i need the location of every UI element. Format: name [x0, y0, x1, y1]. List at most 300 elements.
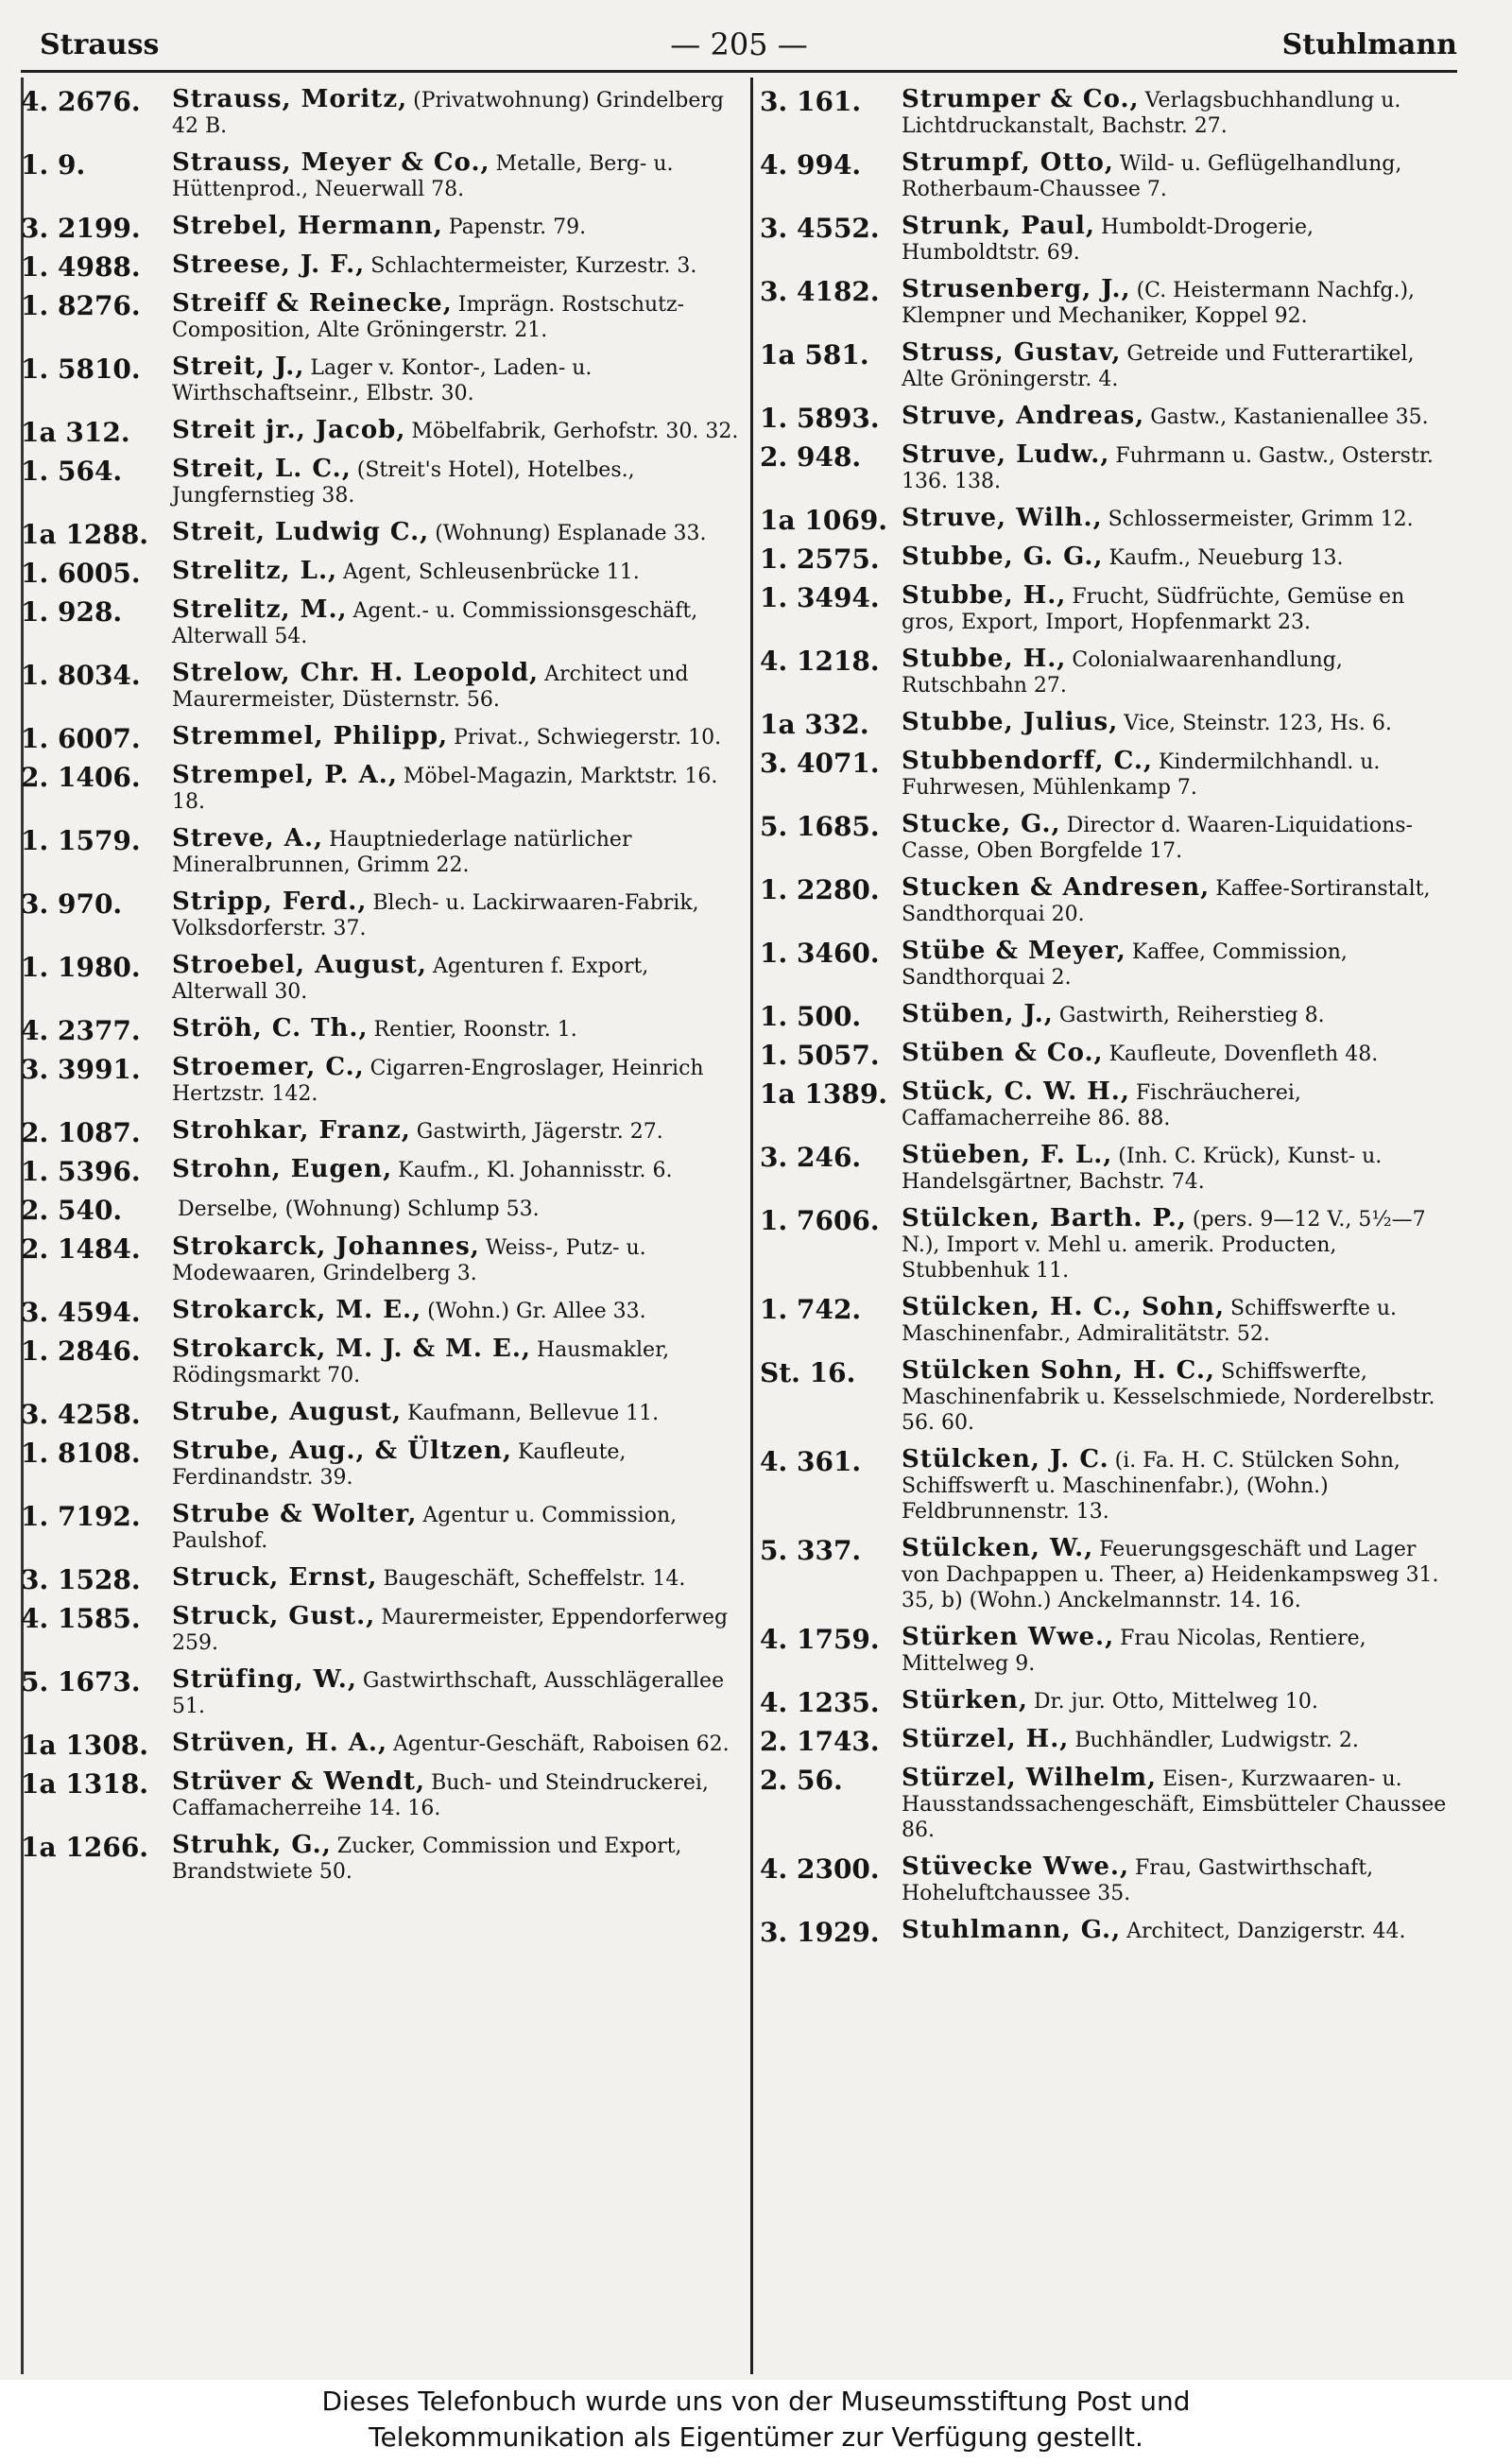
subscriber-details: Agent, Schleusenbrücke 11. [343, 560, 640, 584]
page-header [21, 21, 1457, 73]
phone-number: 3. 4071. [760, 748, 880, 779]
subscriber-name: Stremmel, Philipp, [172, 722, 449, 750]
subscriber-name: Stüben, J., [902, 1000, 1054, 1028]
entry-body [902, 277, 1457, 329]
phone-number: 3. 970. [21, 888, 123, 920]
directory-entry [760, 1358, 1457, 1436]
subscriber-details: Zucker, Commission und Export, Brandstwiete 50. [172, 1835, 682, 1884]
directory-entry [21, 1336, 739, 1388]
phone-number: 4. 2676. [21, 86, 141, 117]
subscriber-details: Fuhrmann u. Gastw., Osterstr. 136. 138. [902, 444, 1434, 493]
subscriber-name: Streit, J., [172, 353, 305, 381]
subscriber-name: Streve, A., [172, 824, 324, 853]
subscriber-details: Kaffee-Sortiranstalt, Sandthorquai 20. [902, 877, 1431, 926]
entry-body [902, 1854, 1457, 1906]
entry-body [902, 544, 1457, 572]
subscriber-name: Streese, J. F., [172, 250, 366, 279]
phone-number: 2. 948. [760, 441, 862, 473]
subscriber-details: Blech- u. Lackirwaaren-Fabrik, Volksdorferstr. 37. [172, 891, 699, 940]
phone-number: 1. 928. [21, 596, 123, 628]
phone-number: 4. 1235. [760, 1687, 880, 1718]
entry-body [172, 1234, 739, 1286]
directory-entry [760, 442, 1457, 494]
entry-body [172, 1604, 739, 1656]
entry-body [172, 724, 739, 751]
column-divider [750, 78, 753, 2374]
phone-number: 2. 1087. [21, 1117, 141, 1148]
subscriber-details: Kaufleute, Dovenfleth 48. [1108, 1042, 1379, 1066]
subscriber-name: Struve, Ludw., [902, 440, 1110, 469]
entry-body [902, 214, 1457, 266]
directory-entry [21, 1667, 739, 1719]
subscriber-details: Gastwirthschaft, Ausschlägerallee 51. [172, 1669, 725, 1718]
subscriber-details: Weiss-, Putz- u. Modewaaren, Grindelberg 3. [172, 1236, 646, 1285]
directory-entry [760, 1295, 1457, 1347]
subscriber-name: Streit jr., Jacob, [172, 416, 406, 444]
subscriber-details: (C. Heistermann Nachfg.), Klempner und Mechaniker, Koppel 92. [902, 279, 1416, 328]
entry-body [172, 87, 739, 139]
phone-number: 4. 1218. [760, 646, 880, 677]
directory-entry [21, 212, 739, 244]
subscriber-name: Stucken & Andresen, [902, 873, 1211, 902]
subscriber-details: Gastwirth, Jägerstr. 27. [416, 1120, 663, 1144]
directory-entry [21, 661, 739, 713]
entry-body [902, 340, 1457, 392]
subscriber-name: Strokarck, Johannes, [172, 1232, 480, 1261]
entry-body [172, 661, 739, 713]
directory-entry [21, 291, 739, 343]
entry-body [172, 1118, 739, 1146]
subscriber-name: Streiff & Reinecke, [172, 289, 453, 318]
directory-entry [760, 812, 1457, 864]
entry-body [902, 646, 1457, 698]
subscriber-details: Hauptniederlage natürlicher Mineralbrunnen, Grimm 22. [172, 828, 632, 877]
subscriber-name: Strube & Wolter, [172, 1500, 418, 1528]
subscriber-details: Kaffee, Commission, Sandthorquai 2. [902, 940, 1348, 990]
entry-body [172, 559, 739, 586]
footer-notice [0, 2380, 1512, 2464]
left-column [21, 87, 739, 1896]
directory-entry [21, 763, 739, 815]
directory-entry [21, 1729, 739, 1761]
subscriber-name: Stuhlmann, G., [902, 1916, 1122, 1944]
subscriber-name: Stüvecke Wwe., [902, 1852, 1130, 1881]
directory-entry [760, 277, 1457, 329]
phone-number: 4. 1759. [760, 1624, 880, 1655]
subscriber-details: Agentur-Geschäft, Raboisen 62. [393, 1732, 730, 1756]
subscriber-name: Strüfing, W., [172, 1665, 357, 1694]
phone-number: 2. 1406. [21, 762, 141, 793]
subscriber-name: Stripp, Ferd., [172, 887, 368, 916]
directory-entry [21, 1195, 739, 1226]
header-first-name: Strauss [40, 28, 160, 61]
phone-number: 5. 1673. [21, 1666, 141, 1697]
subscriber-name: Strauss, Moritz, [172, 85, 408, 113]
phone-number: 1. 7606. [760, 1205, 880, 1236]
phone-number: 1. 3494. [760, 582, 880, 613]
phone-number: 1. 6005. [21, 558, 141, 589]
subscriber-details: (Privatwohnung) Grindelberg 42 B. [172, 89, 725, 138]
entry-body [902, 1295, 1457, 1347]
subscriber-details: Vice, Steinstr. 123, Hs. 6. [1124, 712, 1392, 735]
entry-body [902, 1688, 1457, 1715]
subscriber-details: Feuerungsgeschäft und Lager von Dachpappen u. Theer, a) Heidenkampsweg 31. 35, b) (Wohn.) Anckelmannstr. 14. 16. [902, 1538, 1439, 1612]
directory-entry [760, 1039, 1457, 1071]
entry-body [902, 1766, 1457, 1843]
entry-body [172, 252, 739, 280]
subscriber-name: Stülcken Sohn, H. C., [902, 1356, 1215, 1385]
directory-entry [21, 1502, 739, 1554]
phone-number: 1. 742. [760, 1294, 862, 1325]
subscriber-name: Struve, Andreas, [902, 402, 1145, 430]
phone-number: 1. 5396. [21, 1156, 141, 1187]
phone-number: 3. 246. [760, 1142, 862, 1173]
directory-entry [21, 150, 739, 202]
subscriber-name: Stubbe, G. G., [902, 543, 1104, 571]
phone-number: 5. 1685. [760, 811, 880, 842]
entry-body [902, 1041, 1457, 1068]
subscriber-details: Gastwirth, Reiherstieg 8. [1058, 1004, 1325, 1027]
entry-body [172, 520, 739, 547]
directory-entry [21, 1398, 739, 1430]
entry-body [902, 1002, 1457, 1029]
entry-body [902, 1079, 1457, 1131]
footer-line-2: Telekommunikation als Eigentümer zur Verfügung gestellt. [369, 2421, 1143, 2453]
subscriber-details: Fischräucherei, Caffamacherreihe 86. 88. [902, 1081, 1301, 1130]
page-number: — 205 — [670, 26, 808, 62]
directory-entry [21, 953, 739, 1005]
phone-number: 3. 3991. [21, 1054, 141, 1085]
phone-number: 3. 2199. [21, 213, 141, 244]
subscriber-details: Kaufm., Neueburg 13. [1108, 546, 1344, 570]
subscriber-name: Stucke, G., [902, 810, 1061, 838]
subscriber-name: Stülcken, W., [902, 1534, 1094, 1562]
subscriber-details: Maurermeister, Eppendorferweg 259. [172, 1606, 729, 1655]
entry-body [172, 457, 739, 508]
phone-number: 1a 1288. [21, 519, 149, 550]
phone-number: 4. 1585. [21, 1603, 141, 1634]
subscriber-details: Frucht, Südfrüchte, Gemüse en gros, Export, Import, Hopfenmarkt 23. [902, 585, 1405, 634]
directory-entry [21, 354, 739, 406]
subscriber-name: Streit, L. C., [172, 455, 352, 483]
directory-page [21, 21, 1457, 2374]
entry-body [902, 1727, 1457, 1754]
subscriber-details: Kaufm., Kl. Johannisstr. 6. [398, 1159, 673, 1182]
subscriber-name: Struss, Gustav, [902, 338, 1122, 367]
subscriber-details: Schlachtermeister, Kurzestr. 3. [370, 254, 697, 278]
subscriber-details: Director d. Waaren-Liquidations-Casse, Oben Borgfelde 17. [902, 814, 1413, 863]
subscriber-name: Strunk, Paul, [902, 212, 1095, 240]
entry-body [172, 597, 739, 649]
subscriber-details: Schiffswerfte u. Maschinenfabr., Admiralitätstr. 52. [902, 1297, 1398, 1346]
subscriber-details: Wild- u. Geflügelhandlung, Rotherbaum-Chaussee 7. [902, 152, 1402, 201]
subscriber-name: Strüven, H. A., [172, 1729, 387, 1757]
entry-body [902, 1143, 1457, 1195]
entry-body [902, 749, 1457, 801]
subscriber-name: Stürzel, H., [902, 1725, 1070, 1753]
entry-body [172, 1833, 739, 1885]
phone-number: 1. 1579. [21, 825, 141, 856]
directory-entry [760, 340, 1457, 392]
phone-number: 3. 4182. [760, 276, 880, 307]
subscriber-name: Strauss, Meyer & Co., [172, 148, 490, 177]
subscriber-name: Stroemer, C., [172, 1053, 365, 1081]
subscriber-name: Streit, Ludwig C., [172, 518, 430, 546]
entry-body [902, 1206, 1457, 1284]
directory-entry [760, 1536, 1457, 1613]
subscriber-name: Stülcken, J. C. [902, 1445, 1109, 1473]
phone-number: 1. 500. [760, 1001, 862, 1032]
directory-entry [760, 583, 1457, 635]
phone-number: 1. 3460. [760, 938, 880, 969]
entry-body [172, 354, 739, 406]
subscriber-details: (Streit's Hotel), Hotelbes., Jungfernstieg 38. [172, 458, 635, 508]
subscriber-details: Möbel-Magazin, Marktstr. 16. 18. [172, 765, 718, 814]
subscriber-details: Frau Nicolas, Rentiere, Mittelweg 9. [902, 1627, 1366, 1676]
directory-entry [760, 1916, 1457, 1948]
directory-entry [21, 1565, 739, 1593]
entry-body [172, 150, 739, 202]
subscriber-name: Stürken, [902, 1686, 1028, 1714]
phone-number: 3. 161. [760, 86, 862, 117]
subscriber-details: Verlagsbuchhandlung u. Lichtdruckanstalt, Bachstr. 27. [902, 89, 1401, 138]
phone-number: 4. 361. [760, 1446, 862, 1477]
directory-entry [21, 1296, 739, 1328]
entry-body [902, 506, 1457, 533]
subscriber-name: Strokarck, M. J. & M. E., [172, 1335, 531, 1363]
subscriber-name: Stubbe, H., [902, 581, 1067, 610]
entry-body [172, 291, 739, 343]
directory-entry [760, 1766, 1457, 1843]
directory-entry [21, 87, 739, 139]
directory-entry [760, 543, 1457, 575]
phone-number: 1a 1069. [760, 505, 888, 536]
subscriber-details: Colonialwaarenhandlung, Rutschbahn 27. [902, 648, 1343, 698]
directory-entry [21, 722, 739, 754]
subscriber-details: Kindermilchhandl. u. Fuhrwesen, Mühlenkamp 7. [902, 750, 1381, 800]
directory-entry [21, 889, 739, 941]
subscriber-name: Strebel, Hermann, [172, 212, 443, 240]
entry-body [902, 583, 1457, 635]
subscriber-details: Humboldt-Drogerie, Humboldtstr. 69. [902, 215, 1314, 265]
subscriber-name: Stübe & Meyer, [902, 937, 1126, 965]
phone-number: 1. 5893. [760, 403, 880, 434]
subscriber-details: Hausmakler, Rödingsmarkt 70. [172, 1338, 670, 1387]
entry-body [902, 404, 1457, 431]
entry-body [172, 1502, 739, 1554]
phone-number: 2. 1743. [760, 1726, 880, 1757]
subscriber-details: Eisen-, Kurzwaaren- u. Hausstandssachengeschäft, Eimsbütteler Chaussee 86. [902, 1767, 1447, 1842]
subscriber-name: Stubbe, H., [902, 645, 1067, 673]
subscriber-details: Imprägn. Rostschutz-Composition, Alte Gröningerstr. 21. [172, 293, 685, 342]
subscriber-details: Buchhändler, Ludwigstr. 2. [1074, 1729, 1359, 1752]
subscriber-details: Buch- und Steindruckerei, Caffamacherreihe 14. 16. [172, 1771, 709, 1820]
directory-entry [21, 250, 739, 283]
subscriber-details: Baugeschäft, Scheffelstr. 14. [383, 1567, 686, 1591]
phone-number: 1. 7192. [21, 1501, 141, 1532]
phone-number: 3. 1929. [760, 1917, 880, 1948]
phone-number: 1a 1389. [760, 1078, 888, 1110]
subscriber-details: (pers. 9—12 V., 5½—7 N.), Import v. Mehl u. amerik. Producten, Stubbenhuk 11. [902, 1208, 1426, 1283]
phone-number: 1. 1980. [21, 952, 141, 983]
directory-entry [21, 1604, 739, 1656]
phone-number: 3. 4552. [760, 213, 880, 244]
entry-body [902, 812, 1457, 864]
phone-number: 2. 540. [21, 1195, 123, 1226]
entry-body [172, 1769, 739, 1821]
directory-entry [760, 1143, 1457, 1195]
header-last-name: Stuhlmann [1281, 28, 1457, 61]
phone-number: 4. 994. [760, 149, 862, 181]
directory-entry [760, 1000, 1457, 1032]
phone-number: 3. 4258. [21, 1399, 141, 1430]
subscriber-name: Stubbendorff, C., [902, 747, 1153, 775]
entry-body [172, 1157, 739, 1184]
subscriber-name: Stürzel, Wilhelm, [902, 1764, 1158, 1792]
subscriber-details: Dr. jur. Otto, Mittelweg 10. [1033, 1690, 1318, 1714]
subscriber-details: Agenturen f. Export, Alterwall 30. [172, 955, 649, 1004]
phone-number: 1. 2575. [760, 543, 880, 575]
directory-entry [760, 1447, 1457, 1525]
directory-entry [760, 708, 1457, 740]
entry-body [172, 1565, 739, 1593]
directory-entry [760, 1725, 1457, 1757]
subscriber-name: Strelow, Chr. H. Leopold, [172, 659, 540, 687]
phone-number: 4. 2377. [21, 1015, 141, 1046]
phone-number: 1. 6007. [21, 723, 141, 754]
directory-entry [21, 1234, 739, 1286]
subscriber-name: Strempel, P. A., [172, 761, 398, 789]
directory-entry [21, 826, 739, 878]
subscriber-name: Struve, Wilh., [902, 504, 1103, 532]
phone-number: 1a 1266. [21, 1832, 149, 1863]
phone-number: 1a 332. [760, 709, 869, 740]
subscriber-details: Lager v. Kontor-, Laden- u. Wirthschaftseinr., Elbstr. 30. [172, 356, 593, 405]
entry-body [172, 418, 739, 445]
subscriber-details: Rentier, Roonstr. 1. [373, 1018, 577, 1042]
subscriber-details: Frau, Gastwirthschaft, Hoheluftchaussee 35. [902, 1856, 1374, 1905]
subscriber-name: Struck, Ernst, [172, 1563, 378, 1592]
phone-number: 1. 5810. [21, 353, 141, 385]
subscriber-name: Stroebel, August, [172, 951, 427, 979]
subscriber-name: Strohn, Eugen, [172, 1155, 393, 1183]
directory-entry [760, 504, 1457, 536]
subscriber-details: (Wohnung) Esplanade 33. [435, 522, 707, 545]
directory-entry [760, 939, 1457, 991]
directory-entry [760, 87, 1457, 139]
subscriber-details: Cigarren-Engroslager, Heinrich Hertzstr. 142. [172, 1057, 704, 1106]
subscriber-name: Struhk, G., [172, 1831, 332, 1859]
entry-body [902, 875, 1457, 927]
phone-number: 3. 4594. [21, 1297, 141, 1328]
subscriber-details: Derselbe, (Wohnung) Schlump 53. [178, 1198, 540, 1221]
phone-number: 5. 337. [760, 1535, 862, 1566]
directory-entry [760, 1854, 1457, 1906]
entry-body [172, 889, 739, 941]
subscriber-name: Stüben & Co., [902, 1039, 1104, 1067]
directory-entry [21, 1014, 739, 1046]
entry-body [902, 1536, 1457, 1613]
directory-entry [21, 518, 739, 550]
directory-entry [21, 1155, 739, 1187]
subscriber-name: Strelitz, L., [172, 557, 338, 585]
phone-number: 3. 1528. [21, 1564, 141, 1595]
subscriber-details: Getreide und Futterartikel, Alte Gröningerstr. 4. [902, 342, 1415, 391]
entry-body [902, 1625, 1457, 1677]
subscriber-name: Strohkar, Franz, [172, 1116, 411, 1145]
entry-body [902, 710, 1457, 737]
entry-body [902, 150, 1457, 202]
directory-entry [760, 1625, 1457, 1677]
entry-body [902, 1358, 1457, 1436]
directory-entry [760, 150, 1457, 202]
phone-number: 4. 2300. [760, 1853, 880, 1885]
subscriber-details: Architect, Danzigerstr. 44. [1126, 1920, 1406, 1943]
directory-entry [760, 875, 1457, 927]
entry-body [902, 442, 1457, 494]
subscriber-name: Strube, Aug., & Ültzen, [172, 1437, 512, 1465]
directory-entry [21, 1833, 739, 1885]
subscriber-details: Papenstr. 79. [448, 215, 587, 239]
subscriber-name: Strüver & Wendt, [172, 1767, 426, 1796]
subscriber-name: Strelitz, M., [172, 595, 348, 624]
entry-body [902, 1447, 1457, 1525]
phone-number: 2. 1484. [21, 1233, 141, 1265]
phone-number: 1. 564. [21, 456, 123, 487]
subscriber-details: Gastw., Kastanienallee 35. [1150, 405, 1429, 429]
subscriber-name: Strusenberg, J., [902, 275, 1131, 303]
entry-body [172, 1196, 739, 1223]
directory-entry [760, 646, 1457, 698]
entry-body [172, 1016, 739, 1043]
entry-body [172, 826, 739, 878]
directory-entry [760, 402, 1457, 434]
subscriber-details: (Wohn.) Gr. Allee 33. [427, 1300, 646, 1323]
directory-entry [21, 1439, 739, 1490]
subscriber-details: Metalle, Berg- u. Hüttenprod., Neuerwall 78. [172, 152, 674, 201]
directory-entry [760, 1686, 1457, 1718]
phone-number: 1. 8108. [21, 1438, 141, 1469]
entry-body [172, 214, 739, 241]
directory-entry [21, 416, 739, 448]
directory-entry [21, 597, 739, 649]
phone-number: 1. 8276. [21, 290, 141, 321]
entry-body [902, 939, 1457, 991]
subscriber-name: Stubbe, Julius, [902, 708, 1119, 736]
subscriber-details: Kaufleute, Ferdinandstr. 39. [172, 1440, 627, 1490]
directory-entry [21, 1055, 739, 1107]
phone-number: 1. 2280. [760, 874, 880, 905]
entry-body [172, 1731, 739, 1758]
entry-body [172, 763, 739, 815]
entry-body [172, 1667, 739, 1719]
subscriber-name: Stürken Wwe., [902, 1623, 1115, 1651]
subscriber-name: Stück, C. W. H., [902, 1077, 1130, 1106]
entry-body [902, 1918, 1457, 1945]
entry-body [172, 1055, 739, 1107]
entry-body [172, 1298, 739, 1325]
subscriber-name: Struck, Gust., [172, 1602, 376, 1630]
subscriber-details: (i. Fa. H. C. Stülcken Sohn, Schiffswerft u. Maschinenfabr.), (Wohn.) Feldbrunnenstr. 13. [902, 1449, 1400, 1524]
phone-number: 2. 56. [760, 1765, 843, 1796]
subscriber-name: Stülcken, Barth. P., [902, 1204, 1187, 1232]
directory-entry [21, 557, 739, 589]
subscriber-name: Stülcken, H. C., Sohn, [902, 1293, 1225, 1321]
subscriber-details: Kaufmann, Bellevue 11. [407, 1402, 660, 1425]
entry-body [172, 1400, 739, 1427]
phone-number: 1a 1318. [21, 1768, 149, 1800]
directory-entry [21, 457, 739, 508]
